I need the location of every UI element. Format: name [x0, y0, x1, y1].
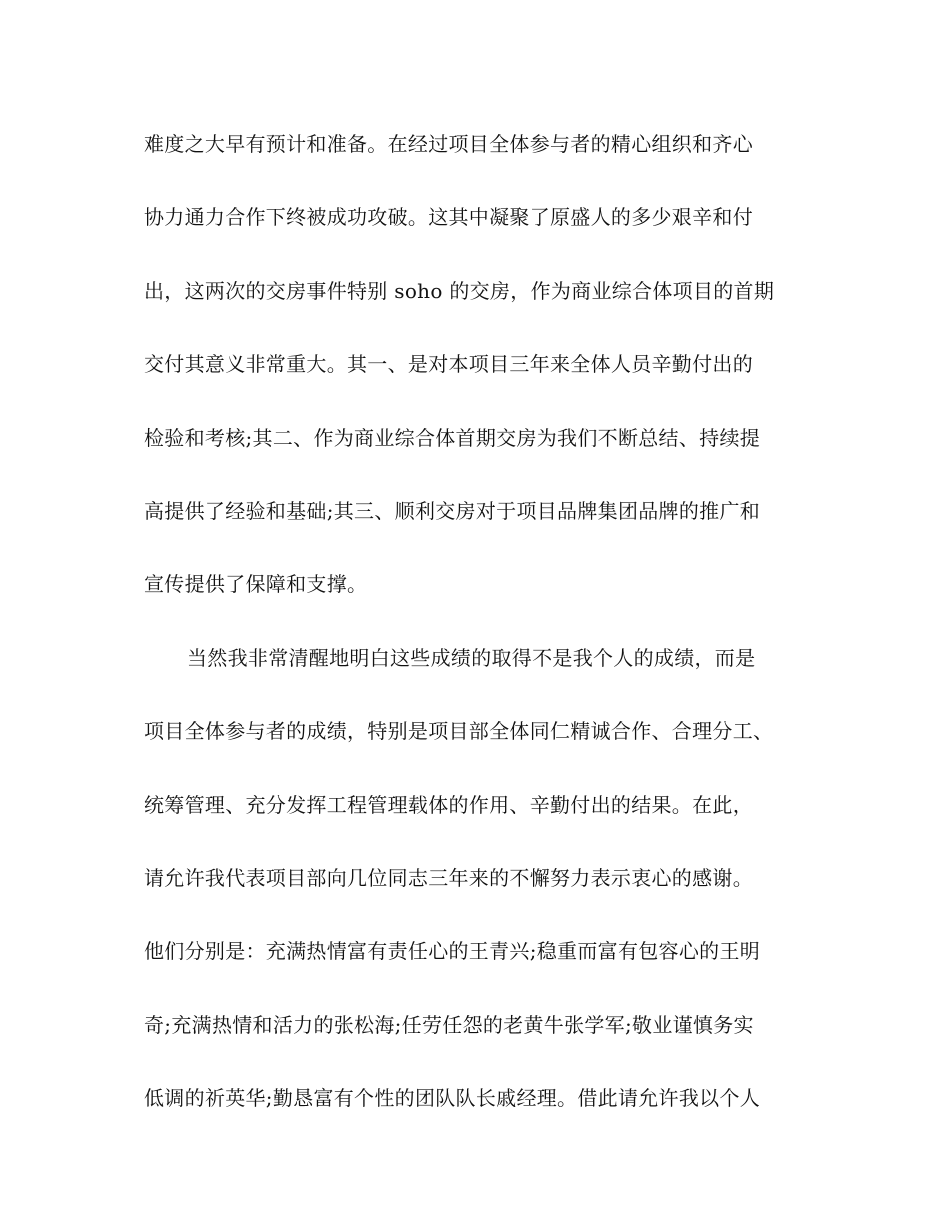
text-line-9: 项目全体参与者的成绩，特别是项目部全体同仁精诚合作、合理分工、	[144, 719, 774, 744]
text-line-11: 请允许我代表项目部向几位同志三年来的不懈努力表示衷心的感谢。	[144, 865, 753, 890]
text-line-10: 统筹管理、充分发挥工程管理载体的作用、辛勤付出的结果。在此，	[144, 792, 753, 817]
text-line-6: 高提供了经验和基础;其三、顺利交房对于项目品牌集团品牌的推广和	[144, 498, 761, 523]
text-line-8: 当然我非常清醒地明白这些成绩的取得不是我个人的成绩，而是	[187, 645, 756, 670]
text-line-2: 协力通力合作下终被成功攻破。这其中凝聚了原盛人的多少艰辛和付	[144, 205, 753, 230]
text-line-13: 奇;充满热情和活力的张松海;任劳任怨的老黄牛张学军;敬业谨慎务实	[144, 1012, 754, 1037]
text-line-1: 难度之大早有预计和准备。在经过项目全体参与者的精心组织和齐心	[144, 132, 753, 156]
text-line-3: 出，这两次的交房事件特别 soho 的交房，作为商业综合体项目的首期	[144, 278, 775, 303]
text-line-12: 他们分别是：充满热情富有责任心的王青兴;稳重而富有包容心的王明	[144, 939, 761, 964]
text-line-4: 交付其意义非常重大。其一、是对本项目三年来全体人员辛勤付出的	[144, 352, 753, 377]
text-line-14: 低调的祈英华;勤恳富有个性的团队队长戚经理。借此请允许我以个人	[144, 1086, 761, 1111]
text-line-7: 宣传提供了保障和支撑。	[144, 572, 368, 597]
body-text	[144, 116, 814, 1143]
text-line-5: 检验和考核;其二、作为商业综合体首期交房为我们不断总结、持续提	[144, 425, 761, 450]
